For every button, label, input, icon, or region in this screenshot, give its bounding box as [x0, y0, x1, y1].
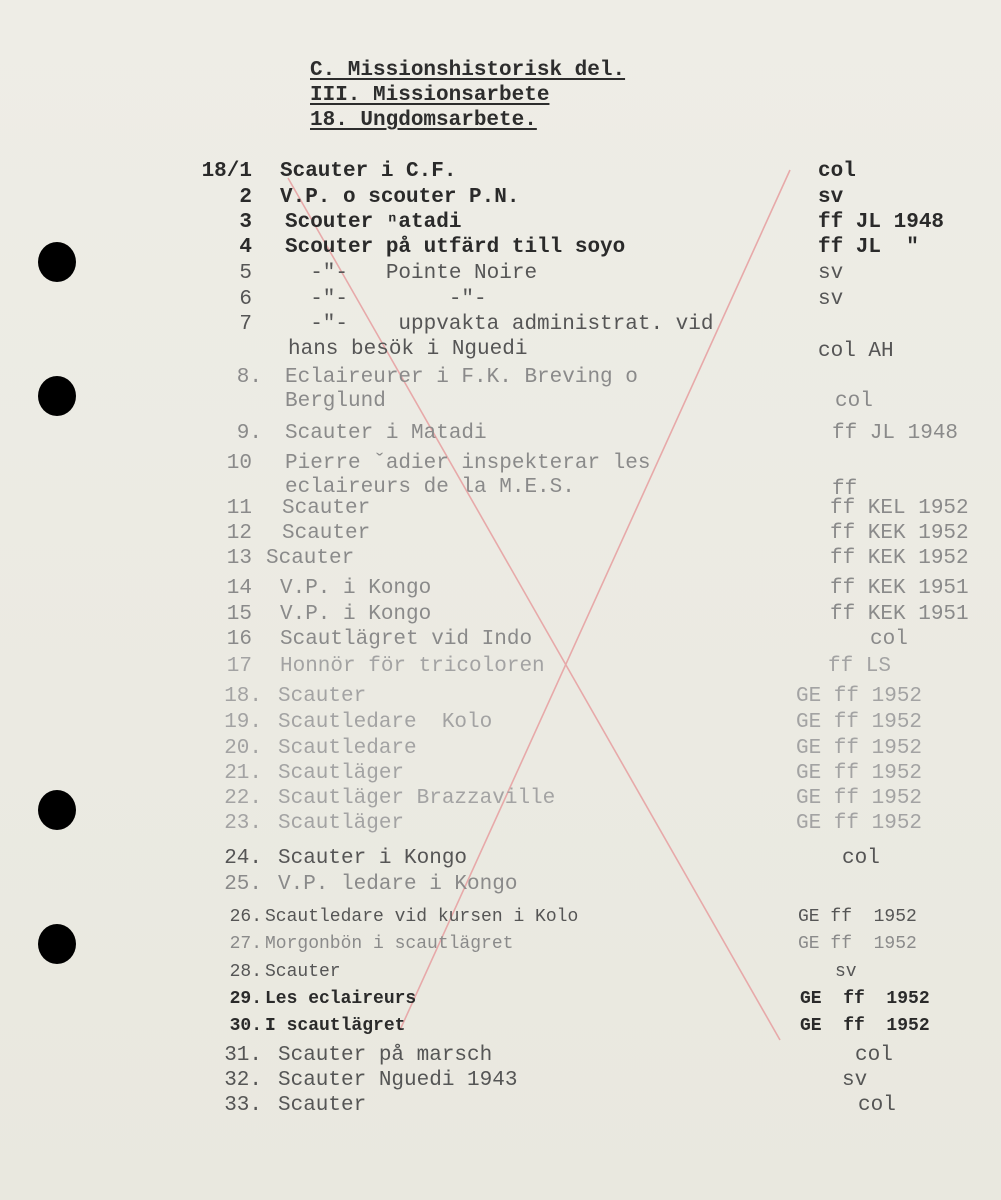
entry-title: Les eclaireurs	[265, 989, 417, 1009]
entry-number: 16	[226, 628, 252, 651]
entry-number: 13	[226, 547, 252, 570]
entry-source: ff KEK 1951	[830, 577, 969, 600]
entry-number: 18.	[224, 685, 262, 708]
entry-source: ff KEK 1952	[830, 547, 969, 570]
entry-source: sv	[818, 262, 844, 285]
entry-source: ff KEL 1952	[830, 497, 969, 520]
entry-source: GE ff 1952	[796, 812, 923, 835]
header-topic: 18. Ungdomsarbete.	[310, 109, 537, 132]
entry-source: sv	[818, 288, 844, 311]
entry-title-continued: hans besök i Nguedi	[288, 338, 528, 361]
entry-number: 30.	[229, 1016, 262, 1036]
entry-title: Scautläger	[278, 762, 405, 785]
entry-number: 15	[226, 603, 252, 626]
entry-source: GE ff 1952	[800, 1016, 930, 1036]
entry-source: col	[842, 847, 880, 870]
entry-title: Scautlägret vid Indo	[280, 628, 533, 651]
header-chapter: III. Missionsarbete	[310, 84, 550, 107]
entry-number: 2	[239, 186, 252, 209]
header-section: C. Missionshistorisk del.	[310, 59, 626, 82]
entry-title: Scouter på utfärd till soyo	[285, 236, 626, 259]
entry-title: -"- -"-	[285, 288, 487, 311]
entry-title: V.P. o scouter P.N.	[280, 186, 520, 209]
entry-number: 33.	[224, 1094, 262, 1117]
entry-number: 29.	[229, 989, 262, 1009]
entry-number: 6	[239, 288, 252, 311]
entry-number: 7	[239, 313, 252, 336]
entry-source: GE ff 1952	[796, 787, 923, 810]
entry-number: 11	[226, 497, 252, 520]
entry-source: sv	[818, 186, 844, 209]
entry-title: Scauter	[266, 547, 355, 570]
entry-source: GE ff 1952	[798, 934, 917, 954]
entry-number: 12	[226, 522, 252, 545]
entry-number: 10	[226, 452, 252, 475]
entry-source: col	[855, 1044, 893, 1067]
entry-title: Scauter i C.F.	[280, 160, 457, 183]
entry-number: 27.	[229, 934, 262, 954]
entry-title: Honnör för tricoloren	[280, 655, 545, 678]
entry-number: 25.	[224, 873, 262, 896]
entry-number: 3	[239, 211, 252, 234]
entry-source: ff KEK 1952	[830, 522, 969, 545]
entry-title: Scauter	[265, 962, 341, 982]
entry-number: 21.	[224, 762, 262, 785]
entry-title: Scauter	[282, 497, 371, 520]
entry-title: -"- Pointe Noire	[285, 262, 538, 285]
entry-title: V.P. i Kongo	[280, 577, 432, 600]
entry-title: Scauter Nguedi 1943	[278, 1069, 518, 1092]
entry-source: col	[858, 1094, 896, 1117]
entry-source: GE ff 1952	[796, 762, 923, 785]
entry-number: 22.	[224, 787, 262, 810]
entry-title-continued: eclaireurs de la M.E.S.	[285, 476, 575, 499]
entry-source: ff	[832, 478, 858, 501]
entry-source: GE ff 1952	[796, 737, 923, 760]
entry-source: GE ff 1952	[800, 989, 930, 1009]
entry-number: 19.	[224, 711, 262, 734]
entry-title: Morgonbön i scautlägret	[265, 934, 514, 954]
entry-source: sv	[842, 1069, 868, 1092]
entry-title: Scouter ⁿatadi	[285, 211, 462, 234]
entry-source: GE ff 1952	[798, 907, 917, 927]
entry-source: GE ff 1952	[796, 685, 923, 708]
entry-source: ff LS	[828, 655, 892, 678]
entry-source: sv	[835, 962, 857, 982]
entry-source: col	[835, 390, 873, 413]
entry-title: Scauter	[282, 522, 371, 545]
entry-title: V.P. i Kongo	[280, 603, 432, 626]
entry-number: 17	[226, 655, 252, 678]
entry-source: ff JL "	[818, 236, 919, 259]
entry-number: 5	[239, 262, 252, 285]
entry-title-continued: Berglund	[285, 390, 386, 413]
entry-number: 9.	[236, 422, 262, 445]
entry-title: I scautlägret	[265, 1016, 406, 1036]
entry-source: ff KEK 1951	[830, 603, 969, 626]
entry-title: Pierre ˇadier inspekterar les	[285, 452, 651, 475]
entry-number: 28.	[229, 962, 262, 982]
entry-number: 8.	[236, 366, 262, 389]
entry-number: 20.	[224, 737, 262, 760]
entry-title: Scautläger	[278, 812, 405, 835]
entry-title: Scauter	[278, 685, 367, 708]
entry-source: col	[870, 628, 908, 651]
entry-source: ff JL 1948	[818, 211, 945, 234]
entry-title: Scauter	[278, 1094, 367, 1117]
entry-number: 26.	[229, 907, 262, 927]
entry-number: 32.	[224, 1069, 262, 1092]
entry-source: col AH	[818, 340, 894, 363]
entry-source: GE ff 1952	[796, 711, 923, 734]
entry-title: Eclaireurer i F.K. Breving o	[285, 366, 638, 389]
entry-number: 4	[239, 236, 252, 259]
entry-number: 31.	[224, 1044, 262, 1067]
entry-number: 14	[226, 577, 252, 600]
entry-source: ff JL 1948	[832, 422, 959, 445]
entry-title: -"- uppvakta administrat. vid	[285, 313, 714, 336]
entry-title: Scauter i Matadi	[285, 422, 487, 445]
entry-source: col	[818, 160, 856, 183]
entry-title: Scautledare vid kursen i Kolo	[265, 907, 579, 927]
entry-title: Scautledare	[278, 737, 417, 760]
entry-number: 24.	[224, 847, 262, 870]
entry-title: Scauter i Kongo	[278, 847, 468, 870]
entry-title: Scautledare Kolo	[278, 711, 493, 734]
entry-title: Scauter på marsch	[278, 1044, 493, 1067]
entry-title: V.P. ledare i Kongo	[278, 873, 518, 896]
entry-number: 18/1	[201, 160, 252, 183]
entry-number: 23.	[224, 812, 262, 835]
entry-title: Scautläger Brazzaville	[278, 787, 556, 810]
